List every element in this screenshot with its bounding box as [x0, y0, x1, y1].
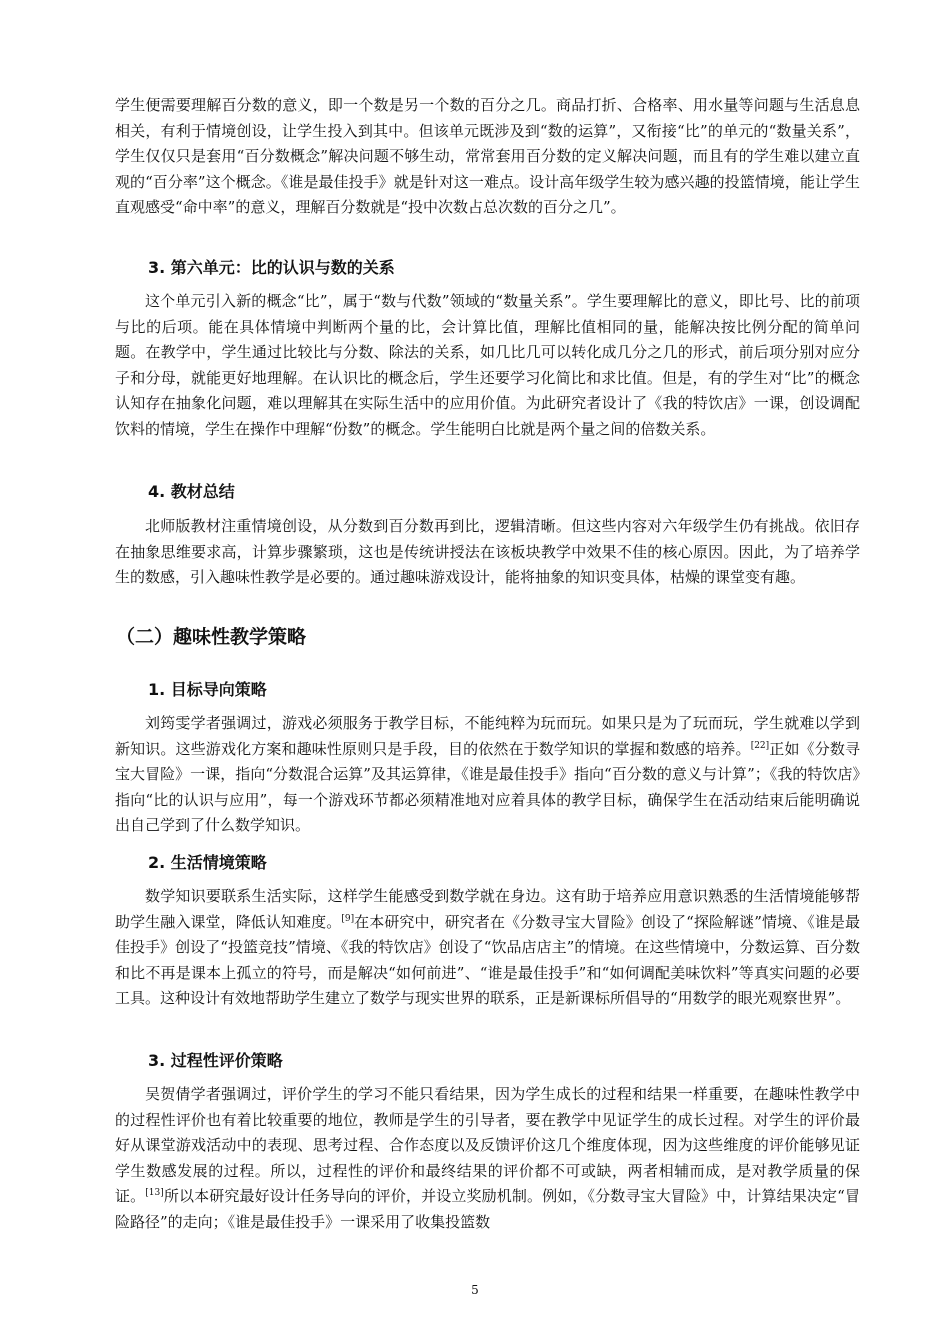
heading-unit-six: 3. 第六单元：比的认识与数的关系: [148, 258, 395, 277]
life-text-part-2: 在本研究中，研究者在《分数寻宝大冒险》创设了“探险解谜”情境、《谁是最佳投手》创设了“投篮竞技”情境、《我的特饮店》创设了“饮品店店主”的情境。在这些情境中，分数运算、百分数和比不再是课本上孤立的符号，而是解决“如何前进”、“谁是最佳投手”和“如何调配美味饮料”等真实问题的必要工具。这种设计有效地帮助学生建立了数学与现实世界的联系，正是新课标所倡导的“用数学的眼光观察世界”。: [115, 912, 860, 1008]
paragraph-percent-intro: 学生便需要理解百分数的意义，即一个数是另一个数的百分之几。商品打折、合格率、用水量等问题与生活息息相关，有利于情境创设，让学生投入到其中。但该单元既涉及到“数的运算”，又衔接“比”的单元的“数量关系”，学生仅仅只是套用“百分数概念”解决问题不够生动，常常套用百分数的定义解决问题，而且有的学生难以建立直观的“百分率”这个概念。《谁是最佳投手》就是针对这一难点。设计高年级学生较为感兴趣的投篮情境，能让学生直观感受“命中率”的意义，理解百分数就是“投中次数占总次数的百分之几”。: [115, 96, 860, 217]
heading-goal-strategy: 1. 目标导向策略: [148, 680, 267, 699]
paragraph-textbook-summary: 北师版教材注重情境创设，从分数到百分数再到比，逻辑清晰。但这些内容对六年级学生仍有挑战。依旧存在抽象思维要求高，计算步骤繁琐，这也是传统讲授法在该板块教学中效果不佳的核心原因。因此，为了培养学生的数感，引入趣味性教学是必要的。通过趣味游戏设计，能将抽象的知识变具体，枯燥的课堂变有趣。: [115, 517, 860, 587]
paragraph-process-evaluation-strategy: [115, 1082, 860, 1236]
paragraph-goal-strategy: [115, 711, 860, 839]
page-number: 5: [471, 1283, 479, 1297]
heading-process-evaluation-strategy: 3. 过程性评价策略: [148, 1051, 283, 1070]
eval-text-part-2: 所以本研究最好设计任务导向的评价，并设立奖励机制。例如，《分数寻宝大冒险》中，计算结果决定“冒险路径”的走向；《谁是最佳投手》一课采用了收集投篮数: [115, 1187, 860, 1231]
paragraph-unit-six: 这个单元引入新的概念“比”，属于“数与代数”领域的“数量关系”。学生要理解比的意义，即比号、比的前项与比的后项。能在具体情境中判断两个量的比，会计算比值，理解比值相同的量，能解决按比例分配的简单问题。在教学中，学生通过比较比与分数、除法的关系，如几比几可以转化成几分之几的形式，前后项分别对应分子和分母，就能更好地理解。在认识比的概念后，学生还要学习化简比和求比值。但是，有的学生对“比”的概念认知存在抽象化问题，难以理解其在实际生活中的应用价值。为此研究者设计了《我的特饮店》一课，创设调配饮料的情境，学生在操作中理解“份数”的概念。学生能明白比就是两个量之间的倍数关系。: [115, 292, 860, 438]
heading-textbook-summary: 4. 教材总结: [148, 482, 235, 501]
goal-text-part-2: 正如《分数寻宝大冒险》一课，指向“分数混合运算”及其运算律，《谁是最佳投手》指向“百分数的意义与计算”；《我的特饮店》指向“比的认识与应用”，每一个游戏环节都必须精准地对应着具体的教学目标，确保学生在活动结束后能明确说出自己学到了什么数学知识。: [115, 739, 860, 835]
heading-life-context-strategy: 2. 生活情境策略: [148, 853, 267, 872]
heading-section-two: （二）趣味性教学策略: [116, 626, 307, 648]
goal-citation: [22]: [750, 740, 770, 751]
eval-text-part-1: 吴贺倩学者强调过，评价学生的学习不能只看结果，因为学生成长的过程和结果一样重要，在趣味性教学中的过程性评价也有着比较重要的地位，教师是学生的引导者，要在教学中见证学生的成长过程。对学生的评价最好从课堂游戏活动中的表现、思考过程、合作态度以及反馈评价这几个维度体现，因为这些维度的评价能够见证学生数感发展的过程。所以，过程性的评价和最终结果的评价都不可或缺，两者相辅而成，是对教学质量的保证。: [115, 1085, 860, 1206]
eval-citation: [13]: [145, 1188, 164, 1199]
goal-text-part-1: 刘筠雯学者强调过，游戏必须服务于教学目标，不能纯粹为玩而玩。如果只是为了玩而玩，学生就难以学到新知识。这些游戏化方案和趣味性原则只是手段，目的依然在于数学知识的掌握和数感的培养。: [115, 714, 860, 758]
life-text-part-1: 数学知识要联系生活实际，这样学生能感受到数学就在身边。这有助于培养应用意识熟悉的生活情境能够帮助学生融入课堂，降低认知难度。: [115, 887, 860, 931]
life-citation: [9]: [341, 913, 355, 924]
paragraph-life-context-strategy: [115, 884, 860, 1012]
